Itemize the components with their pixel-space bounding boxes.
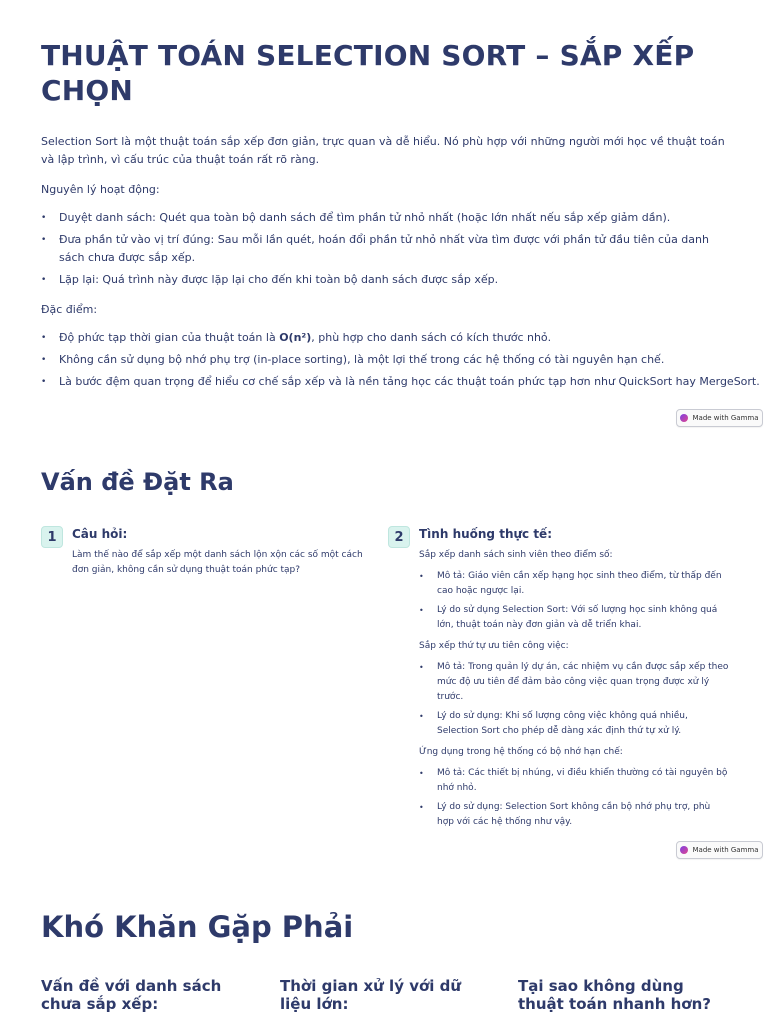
page-title: THUẬT TOÁN SELECTION SORT – SẮP XẾP CHỌN <box>41 39 695 107</box>
list-item: • Mô tả: Trong quản lý dự án, các nhiệm vụ cần được sắp xếp theo mức độ ưu tiên để đảm bảo công việc quan trọng được xử lý trước. <box>419 660 729 705</box>
principle-label: Nguyên lý hoạt động: <box>41 183 160 196</box>
number-badge: 1 <box>41 526 63 548</box>
intro-paragraph: Selection Sort là một thuật toán sắp xếp đơn giản, trực quan và dễ hiểu. Nó phù hợp với những người mới học về thuật toán và lập trình, vì cấu trúc của thuật toán rất rõ ràng. <box>41 135 725 166</box>
list-item: • Không cần sử dụng bộ nhớ phụ trợ (in-place sorting), là một lợi thế trong các hệ thống có tài nguyên hạn chế. <box>41 351 731 369</box>
badge-label: Made with Gamma <box>692 846 759 854</box>
scenario-list <box>419 569 729 633</box>
complexity-value: O(n²) <box>279 331 312 344</box>
list-item: • Mô tả: Giáo viên cần xếp hạng học sinh theo điểm, từ thấp đến cao hoặc ngược lại. <box>419 569 729 599</box>
slide-intro <box>41 38 763 395</box>
difficulty-column-title: Vấn đề với danh sách chưa sắp xếp: <box>41 977 222 1013</box>
gamma-logo-icon <box>680 846 688 854</box>
difficulty-column-title: Tại sao không dùng thuật toán nhanh hơn? <box>518 977 711 1013</box>
list-item: • Mô tả: Các thiết bị nhúng, vi điều khiển thường có tài nguyên bộ nhớ nhỏ. <box>419 766 729 796</box>
feature-text-post: , phù hợp cho danh sách có kích thước nhỏ. <box>311 331 552 344</box>
list-item: • Lặp lại: Quá trình này được lặp lại cho đến khi toàn bộ danh sách được sắp xếp. <box>41 271 731 289</box>
list-item: • Lý do sử dụng: Selection Sort không cần bộ nhớ phụ trợ, phù hợp với các hệ thống như vậy. <box>419 800 729 830</box>
list-item: • Lý do sử dụng: Khi số lượng công việc không quá nhiều, Selection Sort cho phép dễ dàng xác định thứ tự xử lý. <box>419 709 729 739</box>
column-body: Làm thế nào để sắp xếp một danh sách lộn xộn các số một cách đơn giản, không cần sử dụng thuật toán phức tạp? <box>72 550 363 575</box>
section-heading-difficulties: Khó Khăn Gặp Phải <box>41 910 354 944</box>
column-title: Tình huống thực tế: <box>419 527 552 541</box>
gamma-logo-icon <box>680 414 688 422</box>
scenario-label: Sắp xếp thứ tự ưu tiên công việc: <box>419 641 569 651</box>
feature-text-pre: Độ phức tạp thời gian của thuật toán là <box>59 331 280 344</box>
badge-label: Made with Gamma <box>692 414 759 422</box>
column-body <box>419 548 729 836</box>
number-badge: 2 <box>388 526 410 548</box>
features-label: Đặc điểm: <box>41 303 98 316</box>
list-item <box>41 329 731 347</box>
section-heading-problem: Vấn đề Đặt Ra <box>41 468 234 496</box>
list-item: • Lý do sử dụng Selection Sort: Với số lượng học sinh không quá lớn, thuật toán này đơn giản và dễ triển khai. <box>419 603 729 633</box>
scenario-list <box>419 660 729 739</box>
list-item: • Duyệt danh sách: Quét qua toàn bộ danh sách để tìm phần tử nhỏ nhất (hoặc lớn nhất nếu sắp xếp giảm dần). <box>41 209 731 227</box>
list-item: • Đưa phần tử vào vị trí đúng: Sau mỗi lần quét, hoán đổi phần tử nhỏ nhất vừa tìm được với phần tử đầu tiên của danh sách chưa được sắp xếp. <box>41 231 731 267</box>
features-list <box>41 329 763 391</box>
made-with-gamma-badge[interactable] <box>676 409 763 427</box>
scenario-label: Sắp xếp danh sách sinh viên theo điểm số: <box>419 550 613 560</box>
scenario-label: Ứng dụng trong hệ thống có bộ nhớ hạn chế: <box>419 747 623 757</box>
scenario-list <box>419 766 729 830</box>
made-with-gamma-badge[interactable] <box>676 841 763 859</box>
list-item: • Là bước đệm quan trọng để hiểu cơ chế sắp xếp và là nền tảng học các thuật toán phức tạp hơn như QuickSort hay MergeSort. <box>41 373 766 391</box>
difficulty-column-title: Thời gian xử lý với dữ liệu lớn: <box>280 977 462 1013</box>
column-title: Câu hỏi: <box>72 527 128 541</box>
principle-list <box>41 209 763 289</box>
